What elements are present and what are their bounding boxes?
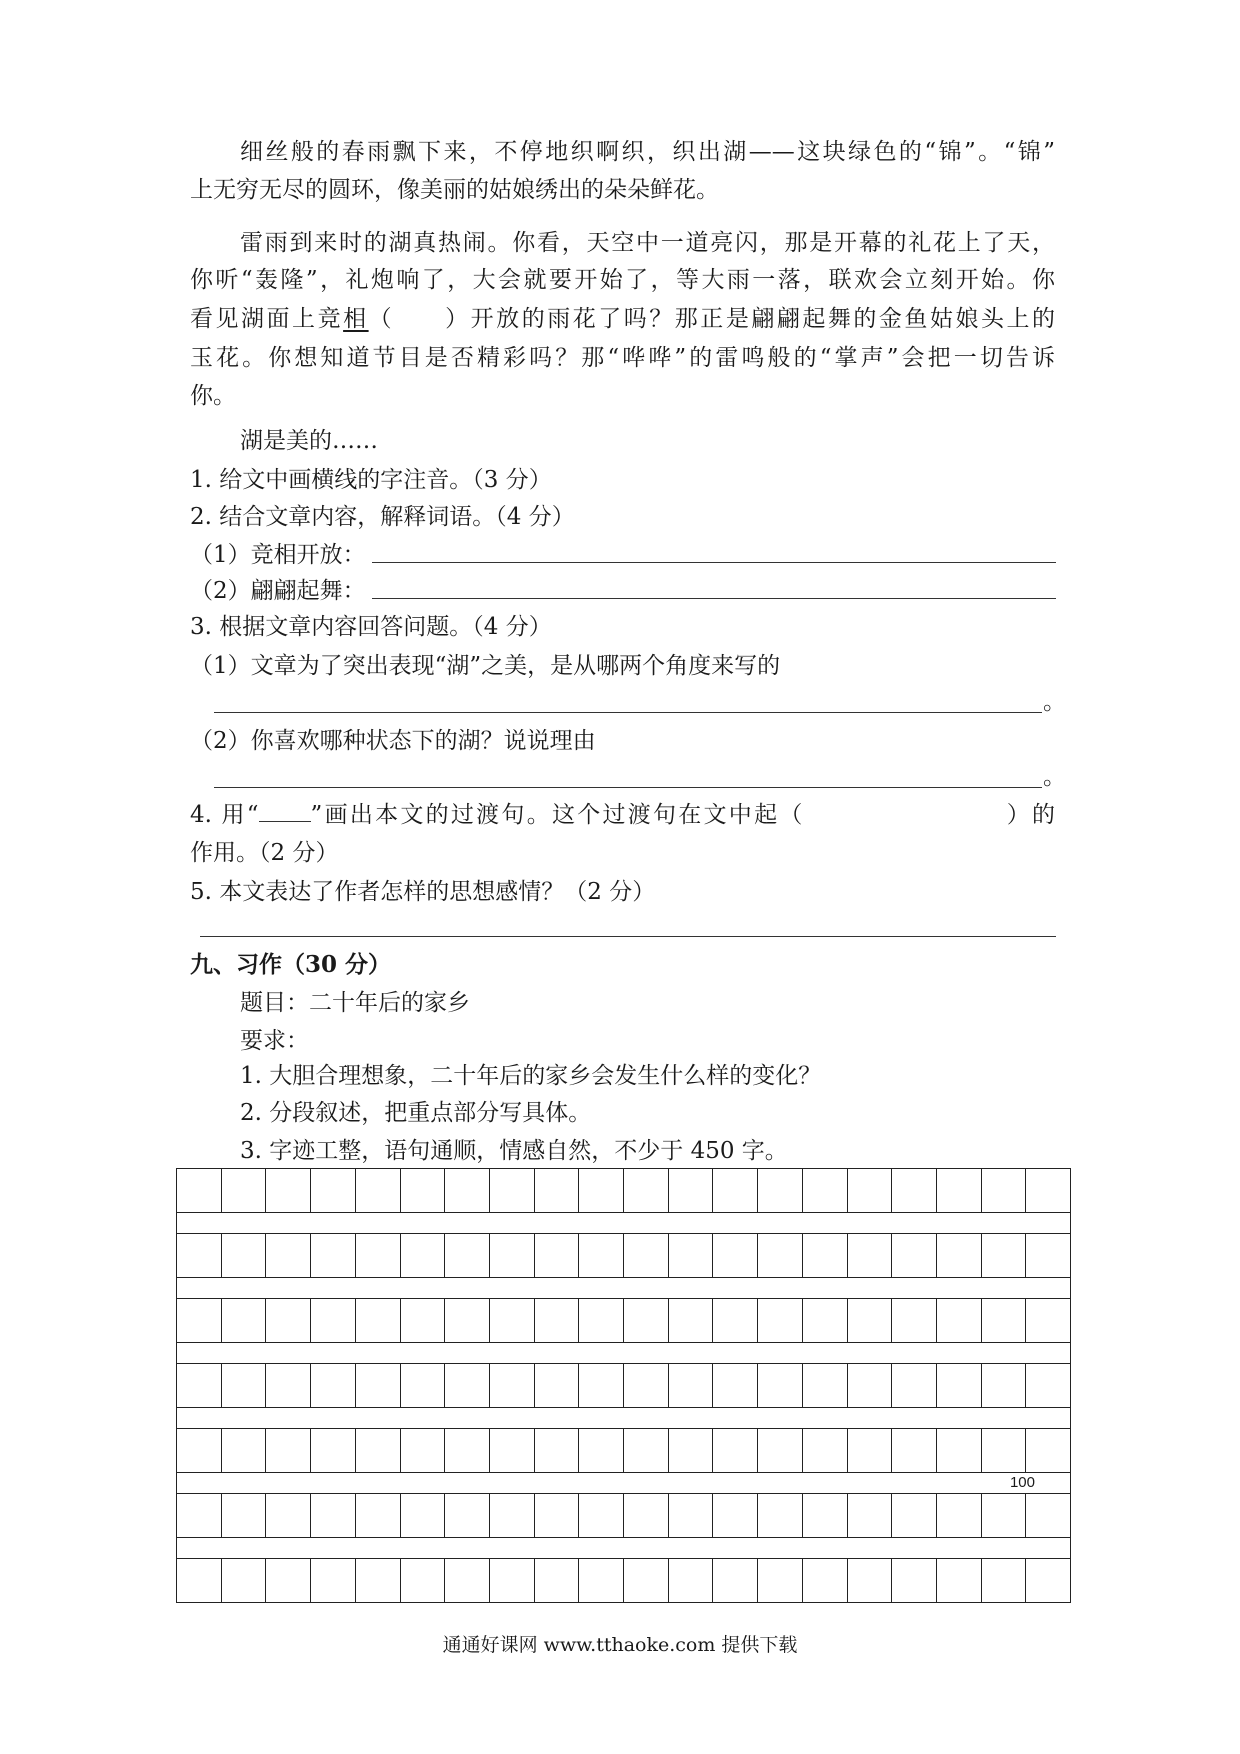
grid-cell[interactable]	[982, 1559, 1027, 1602]
grid-cell[interactable]	[222, 1169, 267, 1212]
grid-cell[interactable]	[490, 1429, 535, 1472]
grid-row	[176, 1168, 1071, 1213]
underlined-char: 相	[343, 306, 369, 332]
grid-cell[interactable]	[266, 1429, 311, 1472]
grid-cell[interactable]	[490, 1494, 535, 1537]
grid-cell[interactable]	[401, 1169, 446, 1212]
grid-cell[interactable]	[535, 1429, 580, 1472]
grid-cell[interactable]	[177, 1169, 222, 1212]
grid-cell[interactable]	[758, 1299, 803, 1342]
passage-line: 玉花。你想知道节目是否精彩吗？那“哗哗”的雷鸣般的“掌声”会把一切告诉	[190, 345, 1055, 371]
grid-cell[interactable]	[266, 1364, 311, 1407]
grid-row	[176, 1558, 1071, 1603]
grid-cell[interactable]	[535, 1559, 580, 1602]
grid-cell[interactable]	[669, 1169, 714, 1212]
grid-cell[interactable]	[669, 1494, 714, 1537]
passage-line: 湖是美的……	[240, 428, 378, 454]
question-4-cont: 作用。（2 分）	[190, 840, 339, 866]
writing-requirement: 3. 字迹工整，语句通顺，情感自然，不少于 450 字。	[240, 1138, 788, 1164]
grid-cell[interactable]	[356, 1169, 401, 1212]
grid-cell[interactable]	[311, 1559, 356, 1602]
grid-count-label: 100	[1009, 1474, 1035, 1491]
grid-cell[interactable]	[401, 1559, 446, 1602]
period-mark: 。	[1043, 689, 1066, 715]
grid-cell[interactable]	[356, 1559, 401, 1602]
grid-cell[interactable]	[579, 1559, 624, 1602]
grid-cell[interactable]	[401, 1234, 446, 1277]
grid-cell[interactable]	[535, 1494, 580, 1537]
grid-cell[interactable]	[579, 1494, 624, 1537]
grid-cell[interactable]	[892, 1299, 937, 1342]
grid-row	[176, 1233, 1071, 1278]
grid-cell[interactable]	[401, 1364, 446, 1407]
grid-cell[interactable]	[356, 1234, 401, 1277]
section-heading: 九、习作（30 分）	[190, 951, 392, 978]
question-4	[190, 797, 1055, 833]
grid-cell[interactable]	[669, 1299, 714, 1342]
grid-cell[interactable]	[579, 1169, 624, 1212]
question-1: 1. 给文中画横线的字注音。（3 分）	[190, 467, 552, 493]
grid-cell[interactable]	[848, 1559, 893, 1602]
grid-row-gap	[176, 1473, 1071, 1493]
grid-cell[interactable]	[758, 1364, 803, 1407]
grid-cell[interactable]	[982, 1169, 1027, 1212]
grid-cell[interactable]	[937, 1169, 982, 1212]
grid-cell[interactable]	[892, 1169, 937, 1212]
grid-cell[interactable]	[892, 1494, 937, 1537]
answer-line[interactable]	[214, 787, 1042, 788]
grid-cell[interactable]	[1026, 1364, 1070, 1407]
grid-cell[interactable]	[535, 1169, 580, 1212]
grid-cell[interactable]	[892, 1429, 937, 1472]
grid-cell[interactable]	[713, 1429, 758, 1472]
grid-cell[interactable]	[803, 1299, 848, 1342]
grid-cell[interactable]	[222, 1234, 267, 1277]
grid-cell[interactable]	[445, 1494, 490, 1537]
grid-row	[176, 1428, 1071, 1473]
grid-cell[interactable]	[311, 1494, 356, 1537]
grid-cell[interactable]	[1026, 1559, 1070, 1602]
question-3-1: （1）文章为了突出表现“湖”之美，是从哪两个角度来写的	[190, 653, 781, 679]
grid-cell[interactable]	[535, 1299, 580, 1342]
grid-cell[interactable]	[713, 1364, 758, 1407]
grid-cell[interactable]	[266, 1169, 311, 1212]
grid-cell[interactable]	[624, 1429, 669, 1472]
grid-cell[interactable]	[535, 1364, 580, 1407]
passage-line: 你听“轰隆”，礼炮响了，大会就要开始了，等大雨一落，联欢会立刻开始。你	[190, 267, 1055, 293]
grid-cell[interactable]	[490, 1559, 535, 1602]
footer-credit: 通通好课网 www.tthaoke.com 提供下载	[442, 1634, 798, 1656]
grid-cell[interactable]	[803, 1559, 848, 1602]
answer-line[interactable]	[372, 598, 1056, 599]
grid-cell[interactable]	[1026, 1299, 1070, 1342]
question-2-2: （2）翩翩起舞：	[190, 578, 366, 604]
grid-cell[interactable]	[713, 1169, 758, 1212]
grid-row-gap	[176, 1343, 1071, 1363]
grid-cell[interactable]	[892, 1559, 937, 1602]
grid-cell[interactable]	[982, 1494, 1027, 1537]
grid-cell[interactable]	[758, 1169, 803, 1212]
writing-requirement: 2. 分段叙述，把重点部分写具体。	[240, 1100, 592, 1126]
question-2: 2. 结合文章内容，解释词语。（4 分）	[190, 504, 575, 530]
grid-row	[176, 1363, 1071, 1408]
grid-cell[interactable]	[311, 1169, 356, 1212]
grid-cell[interactable]	[1026, 1494, 1070, 1537]
grid-cell[interactable]	[803, 1169, 848, 1212]
grid-cell[interactable]	[937, 1559, 982, 1602]
grid-cell[interactable]	[177, 1299, 222, 1342]
grid-cell[interactable]	[311, 1429, 356, 1472]
grid-cell[interactable]	[266, 1299, 311, 1342]
grid-cell[interactable]	[937, 1494, 982, 1537]
grid-cell[interactable]	[624, 1299, 669, 1342]
grid-cell[interactable]	[222, 1299, 267, 1342]
grid-cell[interactable]	[1026, 1169, 1070, 1212]
grid-cell[interactable]	[445, 1169, 490, 1212]
grid-cell[interactable]	[937, 1234, 982, 1277]
grid-cell[interactable]	[937, 1299, 982, 1342]
grid-cell[interactable]	[266, 1559, 311, 1602]
question-text: ”画出本文的过渡句。这个过渡句在文中起（ ）的	[310, 802, 1055, 828]
writing-requirements-title: 要求：	[240, 1028, 309, 1054]
grid-cell[interactable]	[356, 1429, 401, 1472]
grid-cell[interactable]	[311, 1234, 356, 1277]
grid-cell[interactable]	[803, 1364, 848, 1407]
composition-grid[interactable]	[176, 1168, 1071, 1603]
grid-cell[interactable]	[579, 1429, 624, 1472]
question-2-1: （1）竞相开放：	[190, 542, 366, 568]
writing-requirement: 1. 大胆合理想象，二十年后的家乡会发生什么样的变化？	[240, 1063, 822, 1089]
grid-cell[interactable]	[445, 1429, 490, 1472]
grid-cell[interactable]	[713, 1559, 758, 1602]
question-5: 5. 本文表达了作者怎样的思想感情？（2 分）	[190, 879, 656, 905]
grid-cell[interactable]	[758, 1234, 803, 1277]
grid-cell[interactable]	[579, 1234, 624, 1277]
grid-cell[interactable]	[445, 1364, 490, 1407]
grid-cell[interactable]	[356, 1364, 401, 1407]
grid-cell[interactable]	[624, 1169, 669, 1212]
grid-cell[interactable]	[803, 1494, 848, 1537]
grid-cell[interactable]	[758, 1429, 803, 1472]
period-mark: 。	[1043, 764, 1066, 790]
grid-cell[interactable]	[490, 1364, 535, 1407]
grid-cell[interactable]	[713, 1494, 758, 1537]
grid-cell[interactable]	[177, 1364, 222, 1407]
grid-cell[interactable]	[937, 1429, 982, 1472]
grid-cell[interactable]	[490, 1299, 535, 1342]
grid-cell[interactable]	[937, 1364, 982, 1407]
grid-cell[interactable]	[266, 1494, 311, 1537]
grid-cell[interactable]	[713, 1299, 758, 1342]
passage-line: 雷雨到来时的湖真热闹。你看，天空中一道亮闪，那是开幕的礼花上了天，	[240, 230, 1055, 256]
grid-cell[interactable]	[803, 1429, 848, 1472]
grid-cell[interactable]	[222, 1364, 267, 1407]
grid-cell[interactable]	[222, 1429, 267, 1472]
grid-cell[interactable]	[401, 1494, 446, 1537]
grid-cell[interactable]	[758, 1559, 803, 1602]
grid-cell[interactable]	[982, 1234, 1027, 1277]
grid-cell[interactable]	[892, 1364, 937, 1407]
grid-cell[interactable]	[848, 1169, 893, 1212]
grid-cell[interactable]	[266, 1234, 311, 1277]
grid-cell[interactable]	[177, 1559, 222, 1602]
grid-cell[interactable]	[177, 1494, 222, 1537]
passage-line	[190, 301, 1055, 337]
grid-cell[interactable]	[713, 1234, 758, 1277]
question-3-2: （2）你喜欢哪种状态下的湖？说说理由	[190, 728, 596, 754]
grid-row-gap	[176, 1278, 1071, 1298]
underline-sample	[259, 799, 311, 822]
passage-line: 上无穷无尽的圆环，像美丽的姑娘绣出的朵朵鲜花。	[190, 177, 719, 203]
question-text: 4. 用“	[190, 802, 259, 828]
grid-row-gap	[176, 1213, 1071, 1233]
grid-row	[176, 1493, 1071, 1538]
grid-cell[interactable]	[624, 1234, 669, 1277]
grid-cell[interactable]	[579, 1364, 624, 1407]
grid-cell[interactable]	[356, 1299, 401, 1342]
grid-cell[interactable]	[848, 1494, 893, 1537]
passage-text: （ ）开放的雨花了吗？那正是翩翩起舞的金鱼姑娘头上的	[368, 306, 1055, 332]
grid-cell[interactable]	[848, 1234, 893, 1277]
grid-row-gap	[176, 1408, 1071, 1428]
grid-cell[interactable]	[892, 1234, 937, 1277]
grid-cell[interactable]	[848, 1429, 893, 1472]
grid-cell[interactable]	[535, 1234, 580, 1277]
grid-cell[interactable]	[222, 1494, 267, 1537]
grid-row-gap	[176, 1538, 1071, 1558]
grid-cell[interactable]	[356, 1494, 401, 1537]
grid-cell[interactable]	[758, 1494, 803, 1537]
grid-cell[interactable]	[848, 1299, 893, 1342]
grid-cell[interactable]	[669, 1234, 714, 1277]
grid-cell[interactable]	[177, 1234, 222, 1277]
grid-cell[interactable]	[669, 1429, 714, 1472]
grid-cell[interactable]	[311, 1364, 356, 1407]
grid-cell[interactable]	[1026, 1429, 1070, 1472]
writing-topic: 题目：二十年后的家乡	[240, 990, 470, 1016]
grid-cell[interactable]	[624, 1494, 669, 1537]
grid-row	[176, 1298, 1071, 1343]
passage-text: 看见湖面上竞	[190, 306, 344, 332]
passage-line: 细丝般的春雨飘下来，不停地织啊织，织出湖——这块绿色的“锦”。“锦”	[240, 139, 1055, 165]
grid-cell[interactable]	[982, 1299, 1027, 1342]
grid-cell[interactable]	[624, 1364, 669, 1407]
grid-cell[interactable]	[445, 1299, 490, 1342]
grid-cell[interactable]	[669, 1559, 714, 1602]
grid-cell[interactable]	[803, 1234, 848, 1277]
grid-cell[interactable]	[311, 1299, 356, 1342]
question-3: 3. 根据文章内容回答问题。（4 分）	[190, 614, 552, 640]
grid-cell[interactable]	[982, 1429, 1027, 1472]
grid-cell[interactable]	[982, 1364, 1027, 1407]
answer-line[interactable]	[214, 712, 1042, 713]
grid-cell[interactable]	[669, 1364, 714, 1407]
grid-cell[interactable]	[401, 1299, 446, 1342]
answer-line[interactable]	[372, 562, 1056, 563]
answer-line[interactable]	[200, 936, 1056, 937]
grid-cell[interactable]	[848, 1364, 893, 1407]
grid-cell[interactable]	[1026, 1234, 1070, 1277]
grid-cell[interactable]	[401, 1429, 446, 1472]
grid-cell[interactable]	[177, 1429, 222, 1472]
grid-cell[interactable]	[579, 1299, 624, 1342]
grid-cell[interactable]	[624, 1559, 669, 1602]
grid-cell[interactable]	[445, 1234, 490, 1277]
passage-line: 你。	[190, 383, 236, 409]
grid-cell[interactable]	[490, 1169, 535, 1212]
grid-cell[interactable]	[445, 1559, 490, 1602]
grid-cell[interactable]	[490, 1234, 535, 1277]
grid-cell[interactable]	[222, 1559, 267, 1602]
